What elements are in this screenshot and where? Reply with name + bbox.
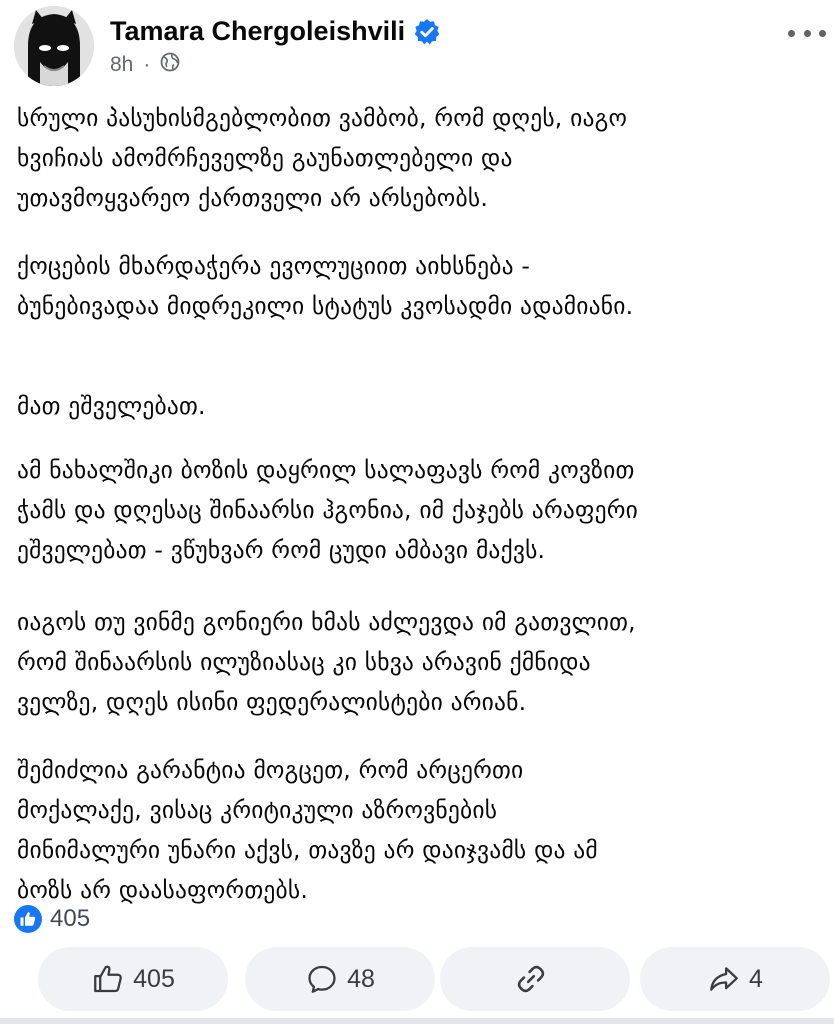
link-icon	[514, 962, 548, 996]
post-paragraph: ქოცების მხარდაჭერა ევოლუციით აიხსნება - ბუნებივადაა მიდრეკილი სტატუს კვოსადმი ადამიანი.	[17, 252, 634, 320]
divider	[0, 1018, 834, 1024]
verified-badge-icon	[413, 18, 441, 46]
avatar[interactable]	[14, 6, 94, 86]
post-header	[0, 0, 834, 90]
more-options-button[interactable]	[788, 22, 826, 44]
globe-icon	[160, 52, 180, 78]
share-button[interactable]	[640, 947, 830, 1011]
reaction-count: 405	[50, 905, 91, 932]
post-paragraph: შემიძლია გარანტია მოგცეთ, რომ არცერთი მოქალაქე, ვისაც კრიტიკული აზროვნების მინიმალური უნარი აქვს, თავზე არ დაიჯვამს და ამ ბოზს არ დაასაფორთებს.	[17, 756, 598, 904]
like-reaction-icon	[14, 905, 42, 933]
post-paragraph: ამ ნახალშიკი ბოზის დაყრილ სალაფავს რომ კოვზით ჭამს და დღესაც შინაარსი ჰგონია, იმ ქაჯებს არაფერი ეშველებათ - ვწუხვარ რომ ცუდი ამბავი მაქვს.	[17, 456, 638, 564]
post-paragraph: იაგოს თუ ვინმე გონიერი ხმას აძლევდა იმ გათვლით, რომ შინაარსის ილუზიასაც კი სხვა არავინ ქმნიდა ველზე, დღეს ისინი ფედერალისტები არიან.	[17, 608, 636, 716]
comment-button[interactable]	[245, 947, 435, 1011]
post-meta	[110, 52, 180, 78]
thumbs-up-icon	[91, 962, 125, 996]
comment-icon	[305, 962, 339, 996]
more-dot	[819, 30, 826, 37]
post-paragraph: მათ ეშველებათ.	[17, 392, 206, 420]
avatar-image	[14, 6, 94, 86]
reactions-summary[interactable]	[14, 905, 90, 933]
post-time[interactable]: 8h	[110, 53, 134, 76]
like-count: 405	[133, 964, 175, 993]
more-dot	[804, 30, 811, 37]
share-count: 4	[749, 964, 763, 993]
share-arrow-icon	[707, 962, 741, 996]
post-paragraph: სრული პასუხისმგებლობით ვამბობ, რომ დღეს, იაგო ხვიჩიას ამომრჩეველზე გაუნათლებელი და უთავმოყვარეო ქართველი არ არსებობს.	[17, 104, 628, 212]
meta-separator: ·	[143, 53, 151, 76]
post-actions	[0, 947, 834, 1013]
like-button[interactable]	[38, 947, 228, 1011]
more-dot	[788, 30, 795, 37]
comment-count: 48	[347, 964, 375, 993]
author-name[interactable]: Tamara Chergoleishvili	[110, 16, 406, 46]
author-name-row	[110, 16, 441, 47]
copy-link-button[interactable]	[440, 947, 630, 1011]
